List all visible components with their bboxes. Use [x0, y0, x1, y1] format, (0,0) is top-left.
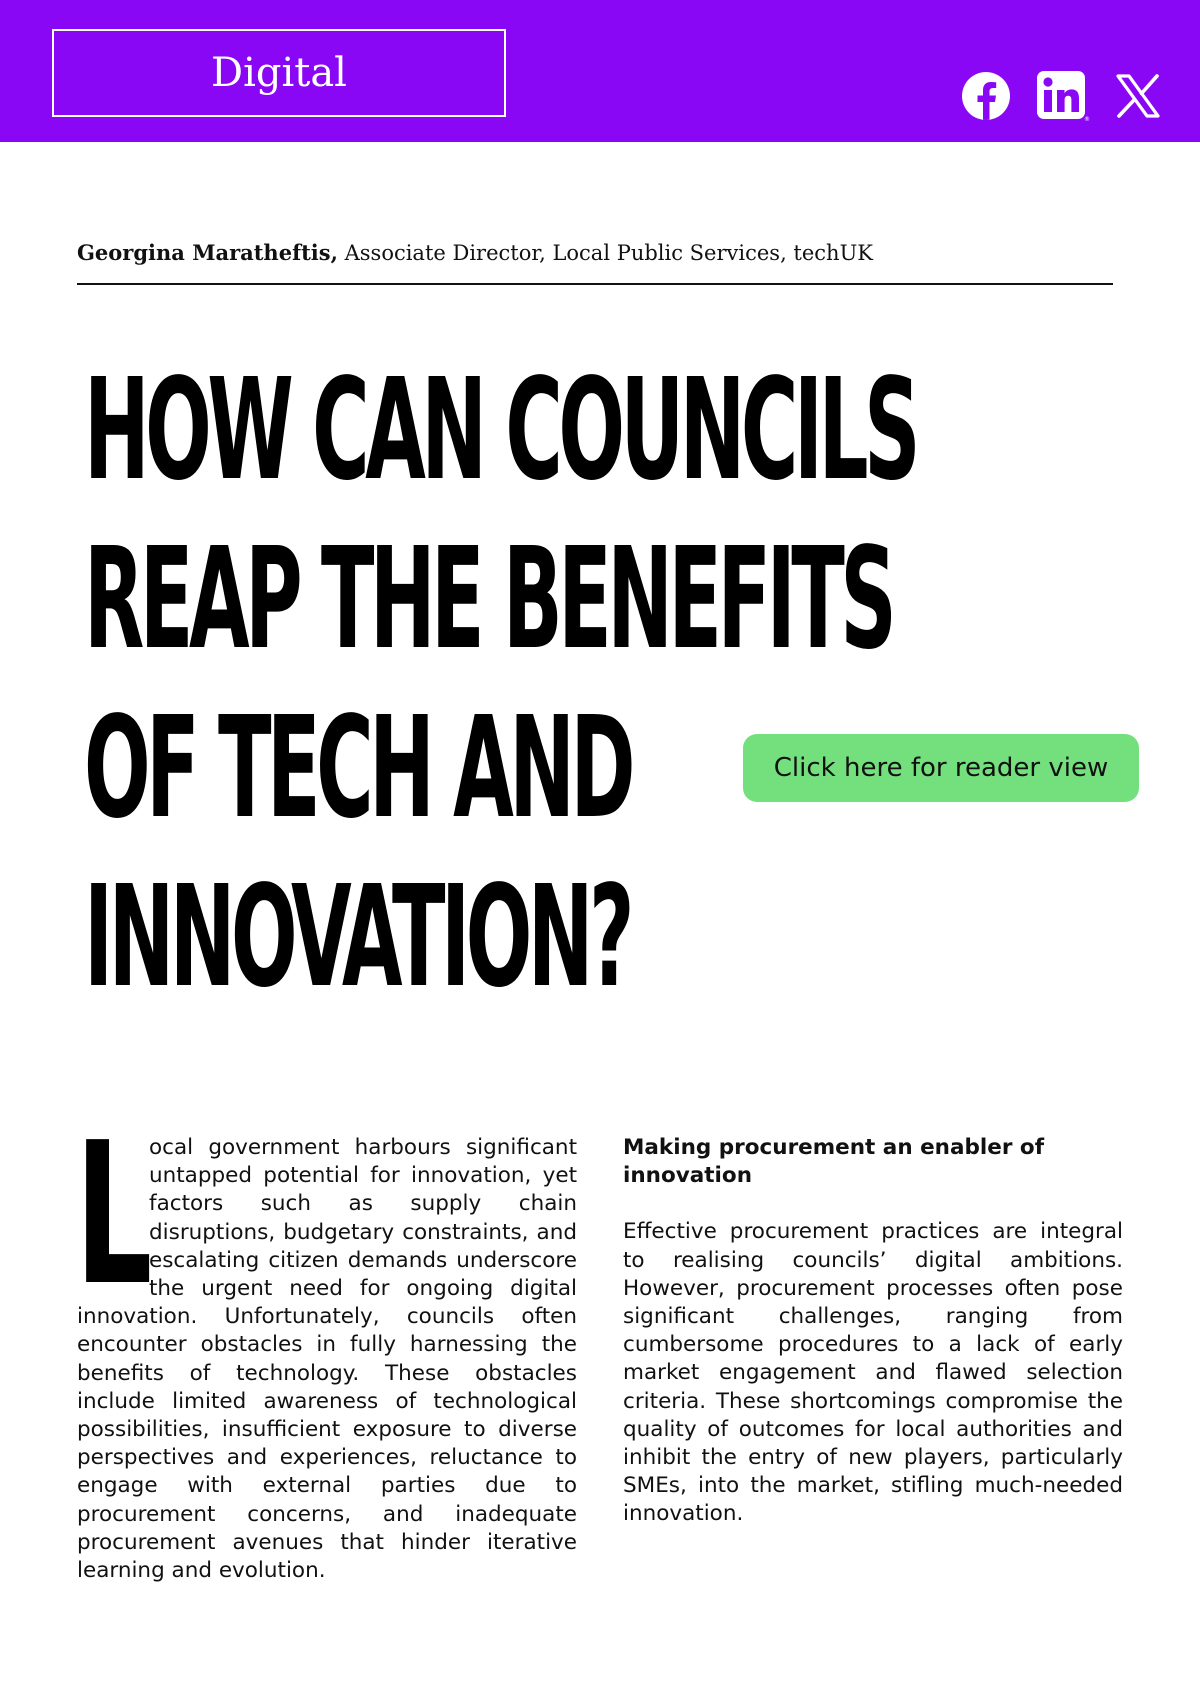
section-paragraph: Effective procurement practices are integral to realising councils’ digital ambitions. However, procurement processes often pose significant challenges, ranging from cumbersome procedures to a lack of early market engagement and flawed selection criteria. These shortcomings compromise the quality of outcomes for local authorities and inhibit the entry of new players, particularly SMEs, into the market, stifling much-needed innovation.	[623, 1219, 1123, 1527]
section-label[interactable]: Digital	[52, 29, 506, 117]
article-column-left	[75, 1101, 577, 1585]
author-role: Associate Director, Local Public Services, techUK	[337, 241, 873, 265]
reader-view-button[interactable]: Click here for reader view	[743, 734, 1139, 802]
byline	[77, 240, 1113, 265]
headline-line: OF TECH AND	[84, 687, 632, 850]
linkedin-icon[interactable]	[1036, 70, 1088, 122]
author-name: Georgina Maratheftis,	[77, 240, 338, 265]
article-column-right	[623, 1134, 1123, 1529]
headline-line: INNOVATION?	[84, 856, 630, 1019]
headline	[84, 346, 1114, 1022]
drop-cap: L	[75, 1101, 153, 1329]
headline-line: REAP THE BENEFITS	[84, 518, 893, 681]
x-icon[interactable]	[1112, 70, 1164, 122]
svg-text:®: ®	[1084, 116, 1090, 123]
header-bar	[0, 0, 1200, 142]
divider	[77, 283, 1113, 285]
intro-paragraph: ocal government harbours significant untapped potential for innovation, yet factors such as supply chain disruptions, budgetary constraints, and escalating citizen demands underscore the urgent need for ongoing digital innovation. Unfortunately, councils often encounter obstacles in fully harnessing the benefits of technology. These obstacles include limited awareness of technological possibilities, insufficient exposure to diverse perspectives and experiences, reluctance to engage with external parties due to procurement concerns, and inadequate procurement avenues that hinder iterative learning and evolution.	[77, 1135, 577, 1584]
headline-line: HOW CAN COUNCILS	[84, 349, 917, 512]
facebook-icon[interactable]	[960, 70, 1012, 122]
section-heading: Making procurement an enabler of innovation	[623, 1135, 1045, 1189]
